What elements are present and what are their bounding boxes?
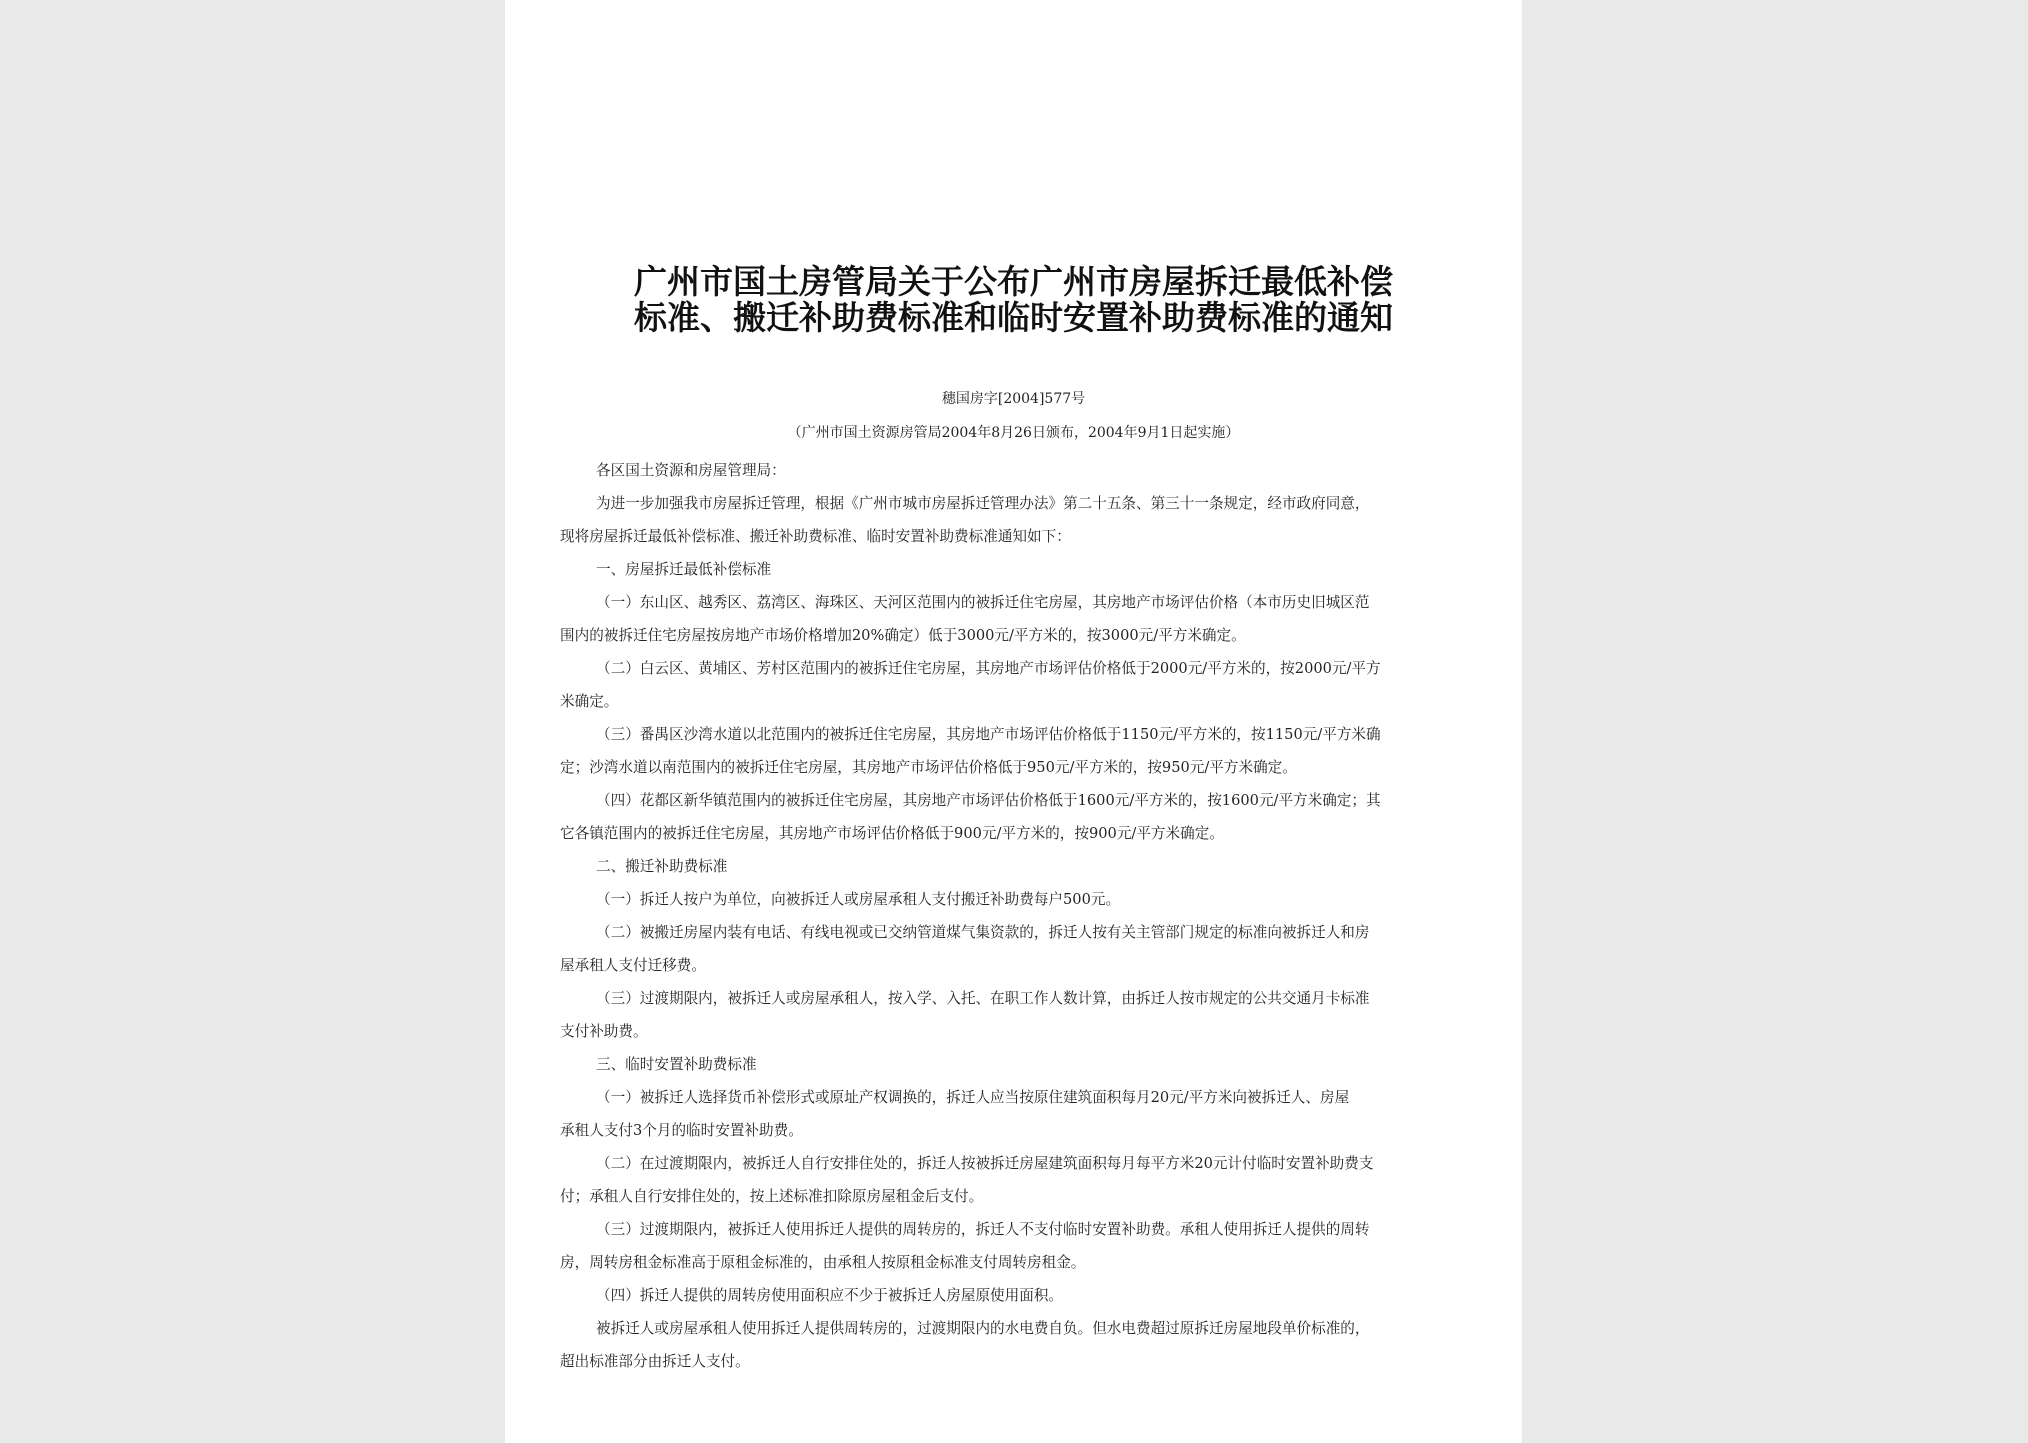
body-line: （四）拆迁人提供的周转房使用面积应不少于被拆迁人房屋原使用面积。: [596, 1287, 1064, 1304]
body-line: （三）过渡期限内，被拆迁人或房屋承租人，按入学、入托、在职工作人数计算，由拆迁人按市规定的公共交通月卡标准: [596, 990, 1370, 1007]
section-heading: 一、房屋拆迁最低补偿标准: [596, 561, 772, 578]
body-line: （二）被搬迁房屋内装有电话、有线电视或已交纳管道煤气集资款的，拆迁人按有关主管部门规定的标准向被拆迁人和房: [596, 924, 1370, 941]
document-page: [505, 0, 1522, 1443]
body-line: 定；沙湾水道以南范围内的被拆迁住宅房屋，其房地产市场评估价格低于950元/平方米的，按950元/平方米确定。: [560, 759, 1297, 776]
section-heading: 二、搬迁补助费标准: [596, 858, 728, 875]
body-line: 被拆迁人或房屋承租人使用拆迁人提供周转房的，过渡期限内的水电费自负。但水电费超过原拆迁房屋地段单价标准的，: [596, 1320, 1370, 1337]
body-line: 屋承租人支付迁移费。: [560, 957, 706, 974]
body-line: （二）白云区、黄埔区、芳村区范围内的被拆迁住宅房屋，其房地产市场评估价格低于2000元/平方米的，按2000元/平方: [596, 660, 1381, 677]
body-line: （一）被拆迁人选择货币补偿形式或原址产权调换的，拆迁人应当按原住建筑面积每月20元/平方米向被拆迁人、房屋: [596, 1089, 1350, 1106]
addressee-line: 各区国土资源和房屋管理局：: [596, 462, 786, 479]
body-line: 承租人支付3个月的临时安置补助费。: [560, 1122, 803, 1139]
body-line: 围内的被拆迁住宅房屋按房地产市场价格增加20%确定）低于3000元/平方米的，按3000元/平方米确定。: [560, 627, 1246, 644]
body-line: （四）花都区新华镇范围内的被拆迁住宅房屋，其房地产市场评估价格低于1600元/平方米的，按1600元/平方米确定；其: [596, 792, 1381, 809]
body-line: （三）过渡期限内，被拆迁人使用拆迁人提供的周转房的，拆迁人不支付临时安置补助费。承租人使用拆迁人提供的周转: [596, 1221, 1370, 1238]
section-heading: 三、临时安置补助费标准: [596, 1056, 757, 1073]
document-number: 穗国房字[2004]577号: [941, 391, 1086, 407]
body-line: （三）番禺区沙湾水道以北范围内的被拆迁住宅房屋，其房地产市场评估价格低于1150元/平方米的，按1150元/平方米确: [596, 726, 1381, 743]
body-line: 付；承租人自行安排住处的，按上述标准扣除原房屋租金后支付。: [560, 1188, 984, 1205]
body-line: 米确定。: [560, 693, 619, 710]
issue-note: （广州市国土资源房管局2004年8月26日颁布，2004年9月1日起实施）: [787, 425, 1240, 441]
body-line: 现将房屋拆迁最低补偿标准、搬迁补助费标准、临时安置补助费标准通知如下：: [560, 528, 1071, 545]
body-line: （一）拆迁人按户为单位，向被拆迁人或房屋承租人支付搬迁补助费每户500元。: [596, 891, 1121, 908]
body-line: 超出标准部分由拆迁人支付。: [560, 1353, 750, 1370]
body-line: 房，周转房租金标准高于原租金标准的，由承租人按原租金标准支付周转房租金。: [560, 1254, 1086, 1271]
document-title-line-1: 广州市国土房管局关于公布广州市房屋拆迁最低补偿: [634, 262, 1393, 301]
body-line: （一）东山区、越秀区、荔湾区、海珠区、天河区范围内的被拆迁住宅房屋，其房地产市场评估价格（本市历史旧城区范: [596, 594, 1370, 611]
body-line: 它各镇范围内的被拆迁住宅房屋，其房地产市场评估价格低于900元/平方米的，按900元/平方米确定。: [560, 825, 1224, 842]
body-line: （二）在过渡期限内，被拆迁人自行安排住处的，拆迁人按被拆迁房屋建筑面积每月每平方米20元计付临时安置补助费支: [596, 1155, 1374, 1172]
document-title-line-2: 标准、搬迁补助费标准和临时安置补助费标准的通知: [634, 298, 1393, 337]
document-body: [560, 454, 1475, 1378]
body-line: 为进一步加强我市房屋拆迁管理，根据《广州市城市房屋拆迁管理办法》第二十五条、第三十一条规定，经市政府同意，: [596, 495, 1370, 512]
body-line: 支付补助费。: [560, 1023, 648, 1040]
